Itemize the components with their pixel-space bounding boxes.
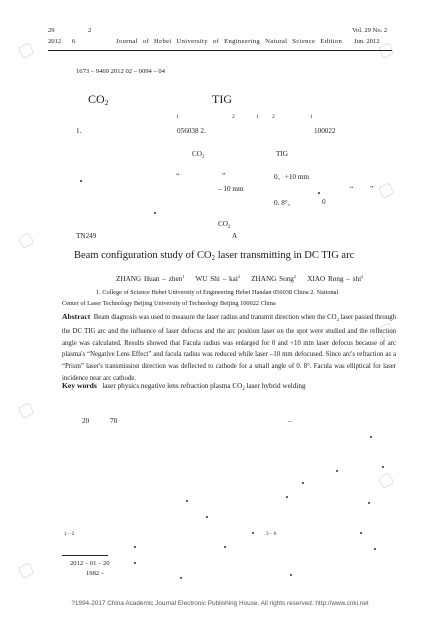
- author-birth: 1982 –: [86, 570, 105, 577]
- punct-dot: [252, 532, 254, 534]
- watermark: ▢: [14, 397, 37, 422]
- punct-dot: [286, 496, 288, 498]
- author-en: ZHANG Huan – zhen: [116, 275, 183, 283]
- keywords-en: Key words laser physics negative lens refraction plasma $CO_2$ laser hybrid welding: [62, 381, 306, 392]
- header-issue-left: 2: [88, 27, 92, 34]
- punct-dot: [290, 574, 292, 576]
- authors-en: ZHANG Huan – zhen$^1$ WU Shi – kai$^2$ ZHANG Song$^2$ XIAO Rong – shi$^2$: [116, 274, 364, 283]
- abstract-cn-tig: TIG: [276, 150, 288, 158]
- author-en: WU Shi – kai: [195, 275, 238, 283]
- author-en: XIAO Rong – shi: [307, 275, 362, 283]
- abstract-en: Abstract Beam diagnosis was used to measure the laser radius and transmit direction when the $CO_2$ laser passed through the DC TIG arc and the influence of laser defocus and the arc position laser on the spot were studied and the reflection angle was calculated. Results showed that Facula radius was enlarged for 0 and +10 mm laser defocus because of arc plasma's “Negative Lens Effect” and facula radius was reduced while laser –10 mm defocused. Since arc's refraction as a “Prism” laser's transmission direction was deflected to cathode for a small angle of 0. 8°. Facula was elliptical for laser incidence near arc cathode.: [62, 312, 396, 382]
- header-month-left: 6: [72, 38, 76, 45]
- doc-level: A: [232, 232, 238, 240]
- punct-dot: [134, 562, 136, 564]
- punct-dot: [134, 546, 136, 548]
- abstract-cn-quote-open: “: [176, 172, 180, 180]
- abstract-cn-zero: 0: [322, 198, 326, 206]
- affil-en-line2: Center of Laser Technology Beijing University of Technology Beijing 100022 China: [62, 300, 276, 307]
- title-cn: [88, 92, 109, 107]
- header-year-left: 2012: [48, 38, 62, 45]
- punct-dot: [360, 532, 362, 534]
- abstract-cn-co2: $CO_2$: [192, 150, 205, 160]
- punct-dot: [302, 482, 304, 484]
- affil-en-line1: 1. College of Science Hebei University of Engineering Hebei Handan 056038 China 2. National: [96, 289, 339, 296]
- header-vol-left: 29: [48, 27, 55, 34]
- watermark: ▢: [374, 177, 397, 202]
- abstract-cn-defocus: 0、+10 mm: [274, 173, 310, 181]
- watermark: ▢: [14, 557, 37, 582]
- author-sup: 1: [310, 114, 313, 120]
- affil-cn-left: 1.: [76, 127, 82, 135]
- watermark: ▢: [14, 227, 37, 252]
- punct-dot: [154, 212, 156, 214]
- body-dash: –: [288, 417, 292, 425]
- watermark: ▢: [14, 37, 37, 62]
- punct-dot: [186, 500, 188, 502]
- watermark: ▢: [374, 467, 397, 492]
- ref-marker-2: 3 – 6: [266, 531, 277, 537]
- header-journal: Journal of Hebei University of Engineering Natural Science Edition: [116, 38, 343, 45]
- keywords-label: Key words: [62, 381, 97, 390]
- punct-dot: [382, 466, 384, 468]
- article-code: 1673 – 9469 2012 02 – 0094 – 04: [76, 68, 166, 75]
- affil-cn-right: 100022: [314, 127, 336, 135]
- abstract-cn-quote2-open: “: [350, 185, 354, 193]
- title-en: Beam configuration study of $CO_2$ laser transmitting in DC TIG arc: [74, 250, 355, 262]
- author-sup: 1: [256, 114, 259, 120]
- class-code: TN249: [76, 232, 97, 240]
- author-sup: 2: [232, 114, 235, 120]
- copyright-footer: ?1994-2017 China Academic Journal Electronic Publishing House. All rights reserved. http://www.cnki.net: [71, 600, 369, 607]
- header-date-right: Jun. 2012: [354, 38, 380, 45]
- header-vol-right: Vol. 29 No. 2: [352, 27, 388, 34]
- author-en: ZHANG Song: [251, 275, 294, 283]
- body-num-20: 20: [82, 417, 90, 425]
- abstract-cn-quote-close: ”: [222, 172, 226, 180]
- punct-dot: [318, 192, 320, 194]
- title-cn-left-sub: 2: [104, 98, 109, 107]
- abstract-cn-angle: 0. 8°。: [274, 199, 295, 207]
- ref-marker-1: 1 – 2: [64, 531, 75, 537]
- punct-dot: [180, 577, 182, 579]
- title-cn-right: TIG: [212, 92, 232, 106]
- footnote-rule: [62, 555, 108, 556]
- punct-dot: [80, 180, 82, 182]
- watermark: ▢: [374, 37, 397, 62]
- punct-dot: [224, 546, 226, 548]
- abstract-cn-neg10: – 10 mm: [218, 185, 244, 193]
- received-date: 2012 – 01 – 20: [70, 560, 110, 567]
- keywords-cn-co2: $CO_2$: [218, 220, 231, 230]
- header-rule: [48, 50, 392, 51]
- affil-cn-mid: 056038 2.: [177, 127, 206, 135]
- author-sup: 2: [272, 114, 275, 120]
- punct-dot: [336, 470, 338, 472]
- body-num-70: 70: [110, 417, 118, 425]
- punct-dot: [206, 516, 208, 518]
- author-sup: 1: [176, 114, 179, 120]
- watermark: ▢: [374, 317, 397, 342]
- title-cn-left: CO: [88, 92, 105, 106]
- punct-dot: [370, 436, 372, 438]
- punct-dot: [374, 548, 376, 550]
- abstract-label: Abstract: [62, 312, 91, 321]
- abstract-cn-quote2-close: ”: [370, 185, 374, 193]
- punct-dot: [368, 502, 370, 504]
